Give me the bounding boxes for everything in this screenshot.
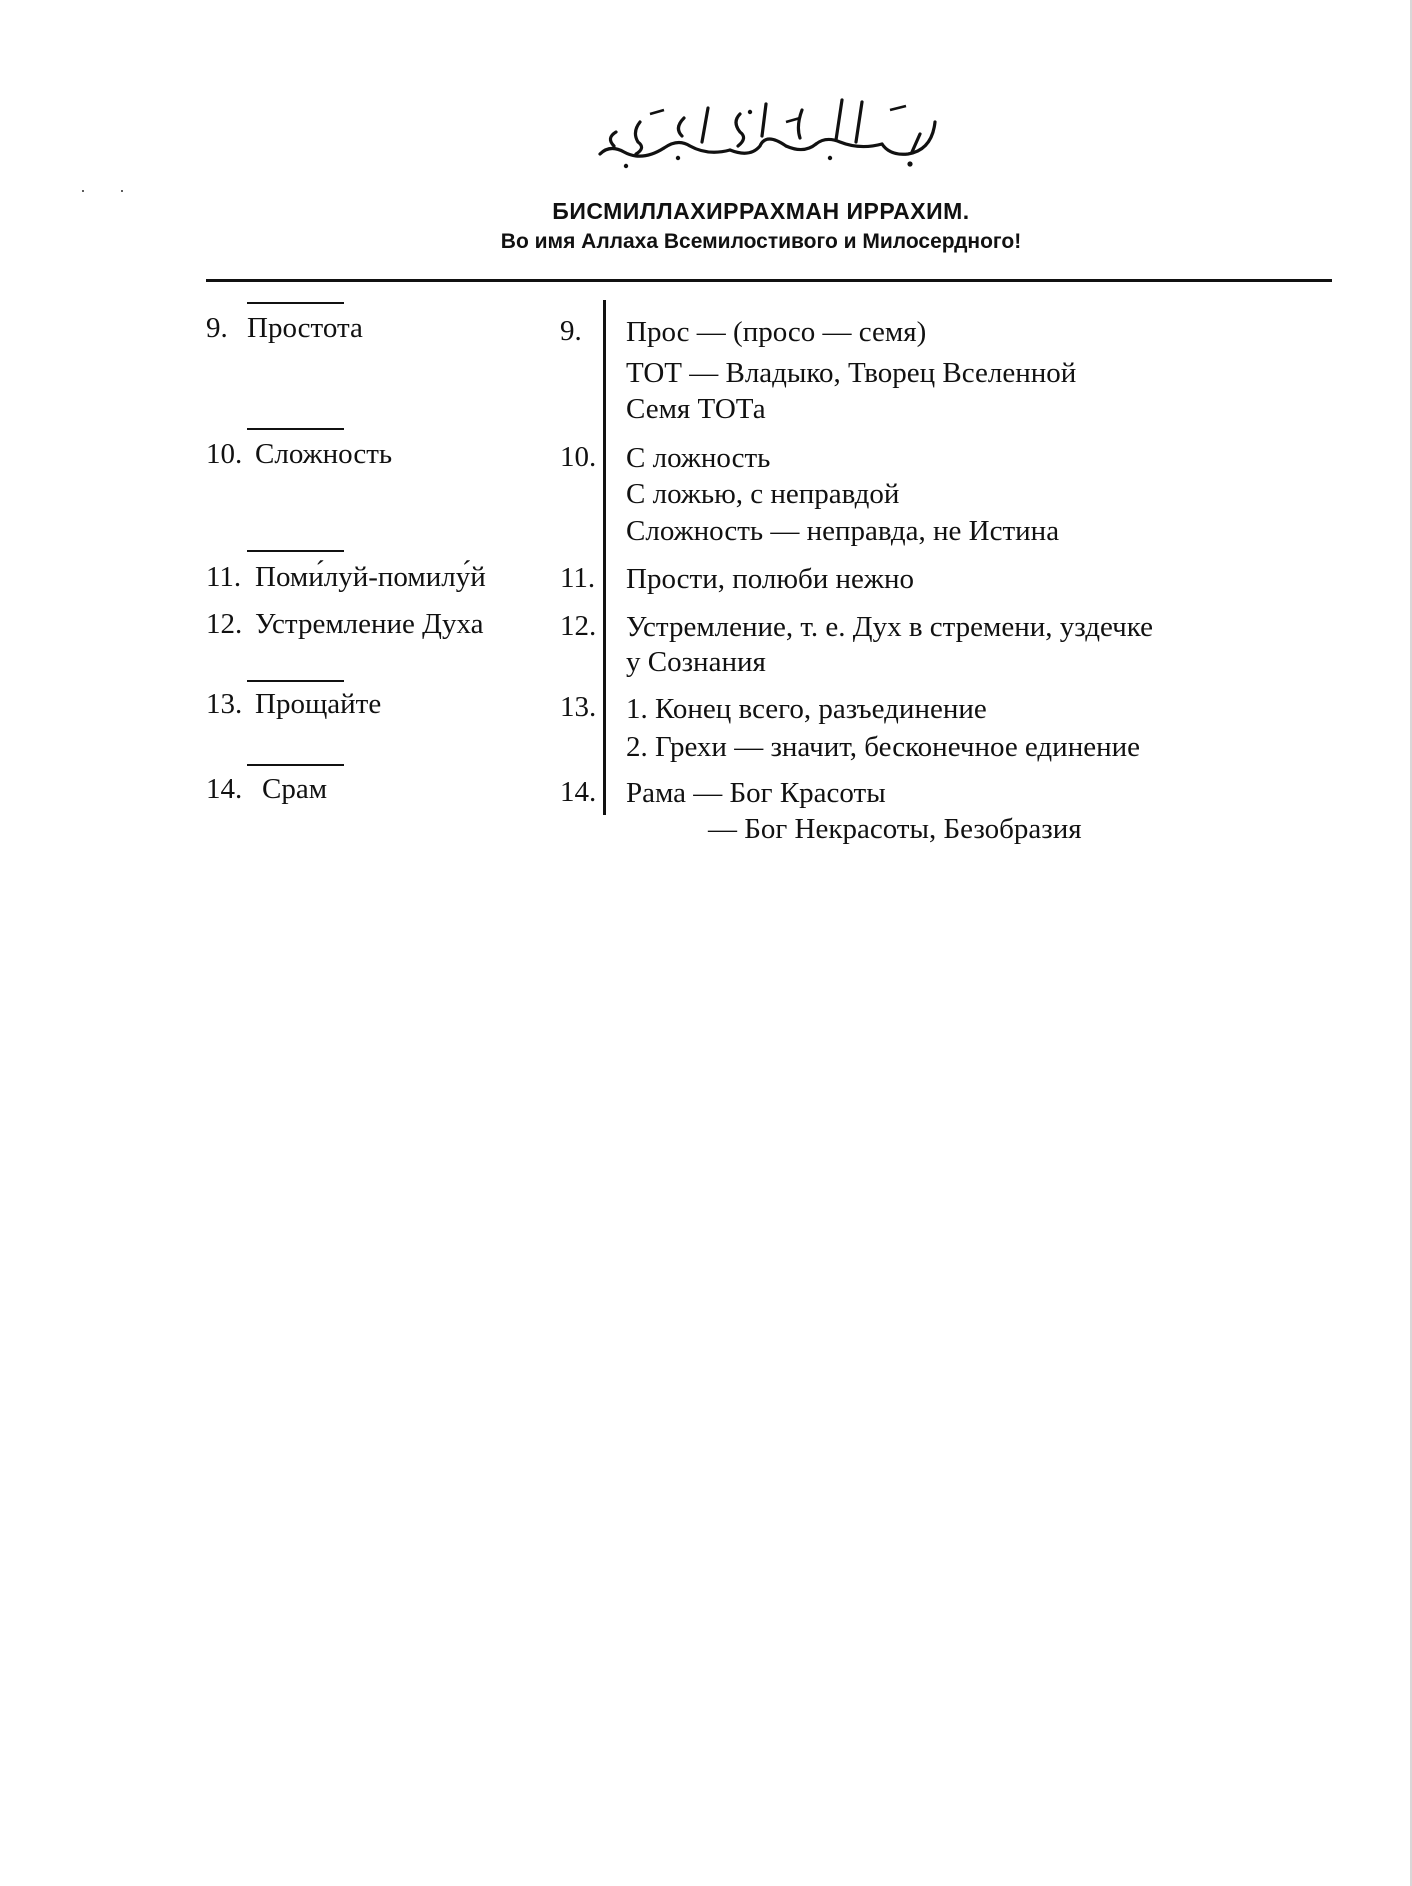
entry-left-number: 11. — [206, 561, 242, 593]
entry-left-number: 14. — [206, 773, 243, 805]
entry-right-number: 10. — [560, 441, 597, 473]
overline-bar — [247, 550, 344, 552]
entry-right-line: Прости, полюби нежно — [626, 563, 914, 595]
entry-right-line: С ложью, с неправдой — [626, 478, 900, 510]
page-title-text: БИСМИЛЛАХИРРАХМАН ИРРАХИМ. — [552, 198, 970, 224]
entry-right-line: Прос — (просо — семя) — [626, 316, 927, 348]
entry-left-term: Поми́луй-помилу́й — [255, 561, 486, 593]
entry-left-term: Сложность — [255, 438, 393, 470]
entry-right-line: Семя ТОТа — [626, 393, 766, 425]
header-divider — [206, 279, 1332, 282]
entry-left-term: Простота — [247, 312, 363, 344]
scan-mark: · · — [80, 180, 139, 200]
entry-left-number: 10. — [206, 438, 243, 470]
entry-right-number: 13. — [560, 691, 597, 723]
page-subtitle — [0, 230, 1412, 254]
entry-right-line: Сложность — неправда, не Истина — [626, 515, 1060, 547]
entry-left-number: 13. — [206, 688, 243, 720]
entry-right-number: 12. — [560, 610, 597, 642]
column-divider — [603, 300, 606, 815]
page-subtitle-text: Во имя Аллаха Всемилостивого и Милосердного! — [500, 230, 1022, 253]
overline-bar — [247, 680, 344, 682]
entry-right-line: у Сознания — [626, 646, 766, 678]
page-title — [0, 198, 1412, 225]
entry-right-number: 9. — [560, 315, 582, 347]
entry-right-line: ТОТ — Владыко, Творец Вселенной — [626, 357, 1077, 389]
entry-right-line: 2. Грехи — значит, бесконечное единение — [626, 731, 1140, 763]
entry-right-line: С ложность — [626, 442, 771, 474]
overline-bar — [247, 302, 344, 304]
entry-right-line: 1. Конец всего, разъединение — [626, 693, 987, 725]
entry-right-number: 14. — [560, 776, 597, 808]
entry-left-term: Срам — [262, 773, 328, 805]
entry-right-number: 11. — [560, 562, 596, 594]
entry-left-number: 9. — [206, 312, 228, 344]
entry-left-term: Устремление Духа — [255, 608, 484, 640]
entry-left-number: 12. — [206, 608, 243, 640]
entry-right-line: Рама — Бог Красоты — [626, 777, 886, 809]
entry-right-line: — Бог Некрасоты, Безобразия — [708, 813, 1082, 845]
overline-bar — [247, 764, 344, 766]
overline-bar — [247, 428, 344, 430]
entry-left-term: Прощайте — [255, 688, 382, 720]
entry-right-line: Устремление, т. е. Дух в стремени, уздечке — [626, 611, 1153, 643]
basmala-calligraphy — [590, 92, 940, 172]
